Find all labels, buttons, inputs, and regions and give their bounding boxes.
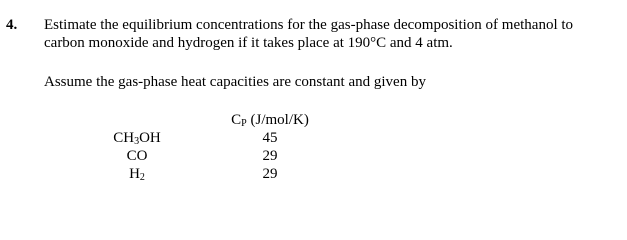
- problem-number: 4.: [6, 17, 18, 33]
- species-text: H: [129, 166, 140, 182]
- cp-subscript: P: [241, 118, 247, 129]
- cp-value-carbon-monoxide: 29: [262, 148, 278, 164]
- cp-symbol: C: [231, 112, 242, 128]
- cp-header: [222, 111, 318, 129]
- species-cell-carbon-monoxide: [102, 147, 172, 165]
- species-subscript: 3: [134, 136, 140, 147]
- species-column: [102, 129, 172, 183]
- cp-units: (J/mol/K): [246, 112, 309, 128]
- species-text: CH: [113, 130, 135, 146]
- species-cell-methanol: [102, 129, 172, 147]
- species-text: OH: [139, 130, 161, 146]
- problem-statement-line-1: Estimate the equilibrium concentrations for the gas-phase decomposition of methanol to: [44, 17, 574, 33]
- cp-column: [222, 111, 318, 183]
- species-text: CO: [126, 148, 148, 164]
- species-cell-hydrogen: [102, 165, 172, 183]
- cp-value-methanol: 45: [262, 130, 278, 146]
- cp-value-hydrogen: 29: [262, 166, 278, 182]
- assumption-text: Assume the gas-phase heat capacities are constant and given by: [44, 74, 426, 90]
- species-subscript: 2: [139, 172, 145, 183]
- problem-statement-line-2: carbon monoxide and hydrogen if it takes place at 190°C and 4 atm.: [44, 35, 453, 51]
